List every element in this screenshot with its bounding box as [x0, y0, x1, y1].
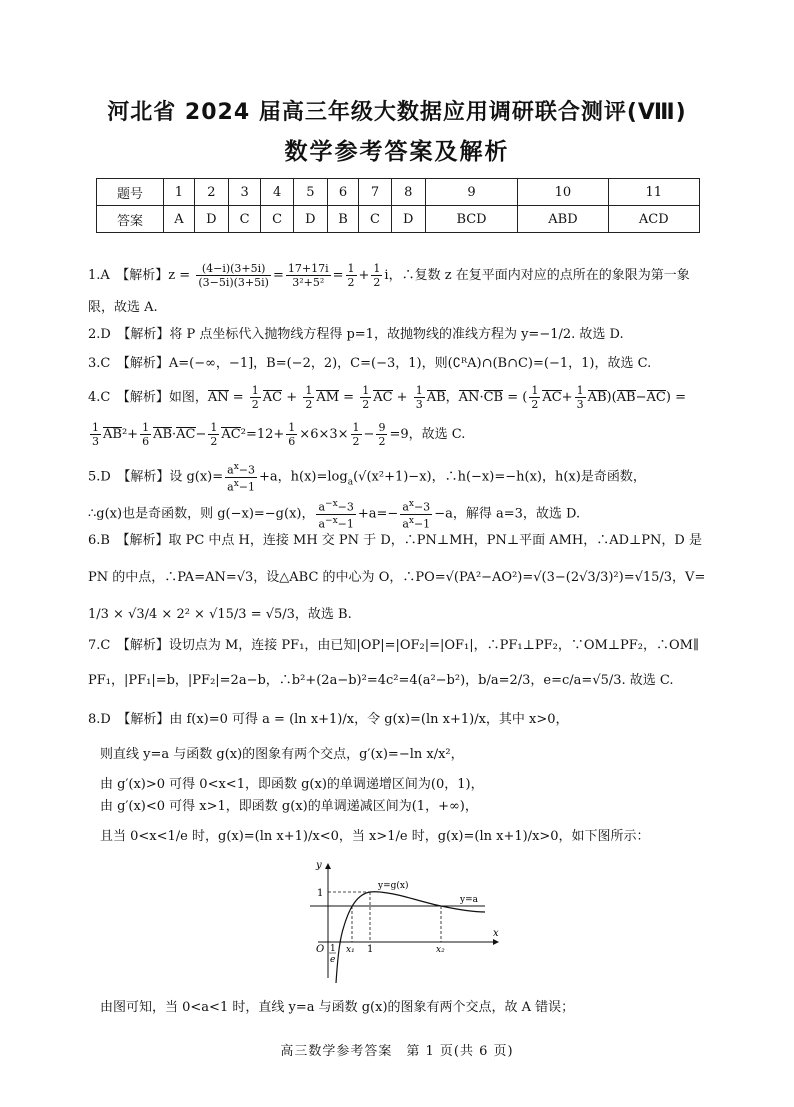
solution-text: ∴g(x)也是奇函数，则 g(−x)=−g(x)， — [88, 506, 315, 522]
inv-e-numerator: 1 — [330, 944, 336, 954]
question-number-row — [97, 179, 700, 206]
line-label: y=a — [460, 895, 478, 905]
solution-5-line-1: 5.D 【解析】设 g(x)= $\frac{a^x-3}{a^x-1}$ +a，$h(x)=\log_a(√(x^2+1)-x)$，∴h(−x)=−h(x)，h(x)是奇函数， — [88, 462, 646, 494]
table-cell: D — [194, 206, 228, 233]
math-fraction: $\frac{(4-i)(3+5i)}{(3-5i)(3+5i)}$ — [198, 262, 269, 289]
solution-6-line-3: 1/3 × √3/4 × 2² × √15/3 = √5/3，故选 B. — [88, 607, 352, 622]
x-one-label: 1 — [367, 944, 374, 955]
solution-4-line-1: 4.C 【解析】如图，AN = $\frac{1}{2}$ AC + $\frac{1}{2}$ AM = $\frac{1}{2}$ AC + $\frac{1}{3}$ AB，AN·CB = ( $\frac{1}{2}$ AC+ $\frac{1}{3}$ AB)(AB−AC) = — [88, 384, 686, 411]
math-fraction: $\frac{1}{2}$ — [347, 262, 355, 289]
page-title: 河北省 2024 届高三年级大数据应用调研联合测评(Ⅷ) — [107, 100, 687, 125]
x2-label: x₂ — [436, 945, 445, 955]
solution-8-line-3: 由 g′(x)>0 可得 0<x<1，即函数 g(x)的单调递增区间为(0，1)， — [100, 777, 484, 792]
solution-4-line-2: $\frac{1}{3}$ AB²+ $\frac{1}{6}$ AB·AC− $\frac{1}{2}$ AC²=12+ $\frac{1}{6}$ ×6×3× $\frac{1}{2}$ − $\frac{9}{2}$ =9，故选 C. — [92, 421, 466, 448]
table-cell: 11 — [608, 179, 699, 206]
solution-text: 5.D 【解析】设 g(x)= — [88, 469, 224, 485]
solution-1-line-2: 限，故选 A. — [88, 300, 158, 315]
inv-e-denominator: e — [330, 955, 336, 965]
solution-7-line-1: 7.C 【解析】设切点为 M，连接 PF₁，由已知|OP|=|OF₂|=|OF₁|，∴PF₁⊥PF₂，∵OM⊥PF₂，∴OM∥ — [88, 638, 699, 653]
table-cell: 4 — [261, 179, 294, 206]
page-footer: 高三数学参考答案 第 1 页(共 6 页) — [280, 1044, 514, 1059]
solution-8-line-4: 由 g′(x)<0 可得 x>1，即函数 g(x)的单调递减区间为(1，+∞)， — [100, 799, 478, 814]
answer-row — [97, 206, 700, 233]
x-axis-label: x — [493, 928, 499, 939]
y-one-label: 1 — [317, 888, 324, 899]
solution-6-line-1: 6.B 【解析】取 PC 中点 H，连接 MH 交 PN 于 D，∴PN⊥MH，PN⊥平面 AMH，∴AD⊥PN，D 是 — [88, 533, 702, 548]
table-cell: C — [359, 206, 392, 233]
solution-5-line-2: ∴g(x)也是奇函数，则 g(−x)=−g(x)， $\frac{a^{-x}-3}{a^{-x}-1}$ +a=− $\frac{a^x-3}{a^x-1}$ −a，解得 a=3，故选 D. — [88, 499, 581, 531]
y-axis-label: y — [316, 860, 322, 871]
page-subtitle: 数学参考答案及解析 — [284, 139, 510, 165]
table-cell: C — [261, 206, 294, 233]
origin-label: O — [316, 944, 325, 955]
table-cell: A — [164, 206, 195, 233]
solution-2: 2.D 【解析】将 P 点坐标代入抛物线方程得 p=1，故抛物线的准线方程为 y=−1/2. 故选 D. — [88, 327, 624, 342]
x1-label: x₁ — [346, 945, 355, 955]
table-cell: D — [293, 206, 327, 233]
table-cell: 9 — [425, 179, 518, 206]
table-cell: 2 — [194, 179, 228, 206]
solution-7-line-2: PF₁，|PF₁|=b，|PF₂|=2a−b，∴b²+(2a−b)²=4c²=4(a²−b²)，b/a=2/3，e=c/a=√5/3. 故选 C. — [88, 673, 674, 688]
table-cell: 1 — [164, 179, 195, 206]
math-fraction: $\frac{17+17i}{\text{3²+5²}}$ — [287, 262, 329, 289]
solution-3: 3.C 【解析】A=(−∞，−1]，B=(−2，2)，C=(−3，1)，则(∁ᴿA)∩(B∩C)=(−1，1)，故选 C. — [88, 356, 652, 371]
table-cell: 5 — [293, 179, 327, 206]
table-cell: BCD — [425, 206, 518, 233]
solution-text: 4.C 【解析】如图， — [88, 390, 208, 405]
solution-8-line-1: 8.D 【解析】由 f(x)=0 可得 a = (ln x+1)/x，令 g(x)=(ln x+1)/x，其中 x>0， — [88, 712, 569, 727]
math-fraction: $\frac{1}{2}$ — [373, 262, 381, 289]
function-graph — [300, 858, 505, 983]
curve-label: y=g(x) — [378, 881, 409, 891]
solution-text: ，∴复数 z 在复平面内对应的点所在的象限为第一象 — [388, 268, 690, 283]
solution-8-line-5: 且当 0<x<1/e 时，g(x)=(ln x+1)/x<0，当 x>1/e 时，g(x)=(ln x+1)/x>0，如下图所示： — [100, 829, 650, 844]
solution-8-line-6: 由图可知，当 0<a<1 时，直线 y=a 与函数 g(x)的图象有两个交点，故 A 错误； — [100, 1000, 575, 1015]
table-cell: 6 — [327, 179, 358, 206]
row-label: 答案 — [97, 206, 164, 233]
table-cell: ABD — [518, 206, 608, 233]
solution-text: 故选 C. — [421, 427, 466, 442]
solution-6-line-2: PN 的中点，∴PA=AN=√3，设△ABC 的中心为 O，∴PO=√(PA²−AO²)=√(3−(2√3/3)²)=√15/3，V= — [88, 570, 706, 585]
curve-g — [336, 892, 485, 983]
table-cell: 3 — [228, 179, 261, 206]
table-cell: B — [327, 206, 358, 233]
solution-1-line-1: 1.A 【解析】z = $\frac{(4-i)(3+5i)}{(3-5i)(3+5i)}$ = $\frac{17+17i}{\text{3²+5²}}$ = $\frac{1}{2}$ + $\frac{1}{2}$ i，∴复数 z 在复平面内对应的点所在的象限为第一象 — [88, 262, 690, 289]
solution-8-line-2: 则直线 y=a 与函数 g(x)的图象有两个交点，g′(x)=−ln x/x²， — [100, 747, 464, 762]
table-cell: D — [391, 206, 425, 233]
answer-table — [96, 178, 700, 233]
row-label: 题号 — [97, 179, 164, 206]
table-cell: ACD — [608, 206, 699, 233]
solution-text: 1.A 【解析】z = — [88, 268, 191, 283]
table-cell: C — [228, 206, 261, 233]
table-cell: 10 — [518, 179, 608, 206]
table-cell: 8 — [391, 179, 425, 206]
table-cell: 7 — [359, 179, 392, 206]
